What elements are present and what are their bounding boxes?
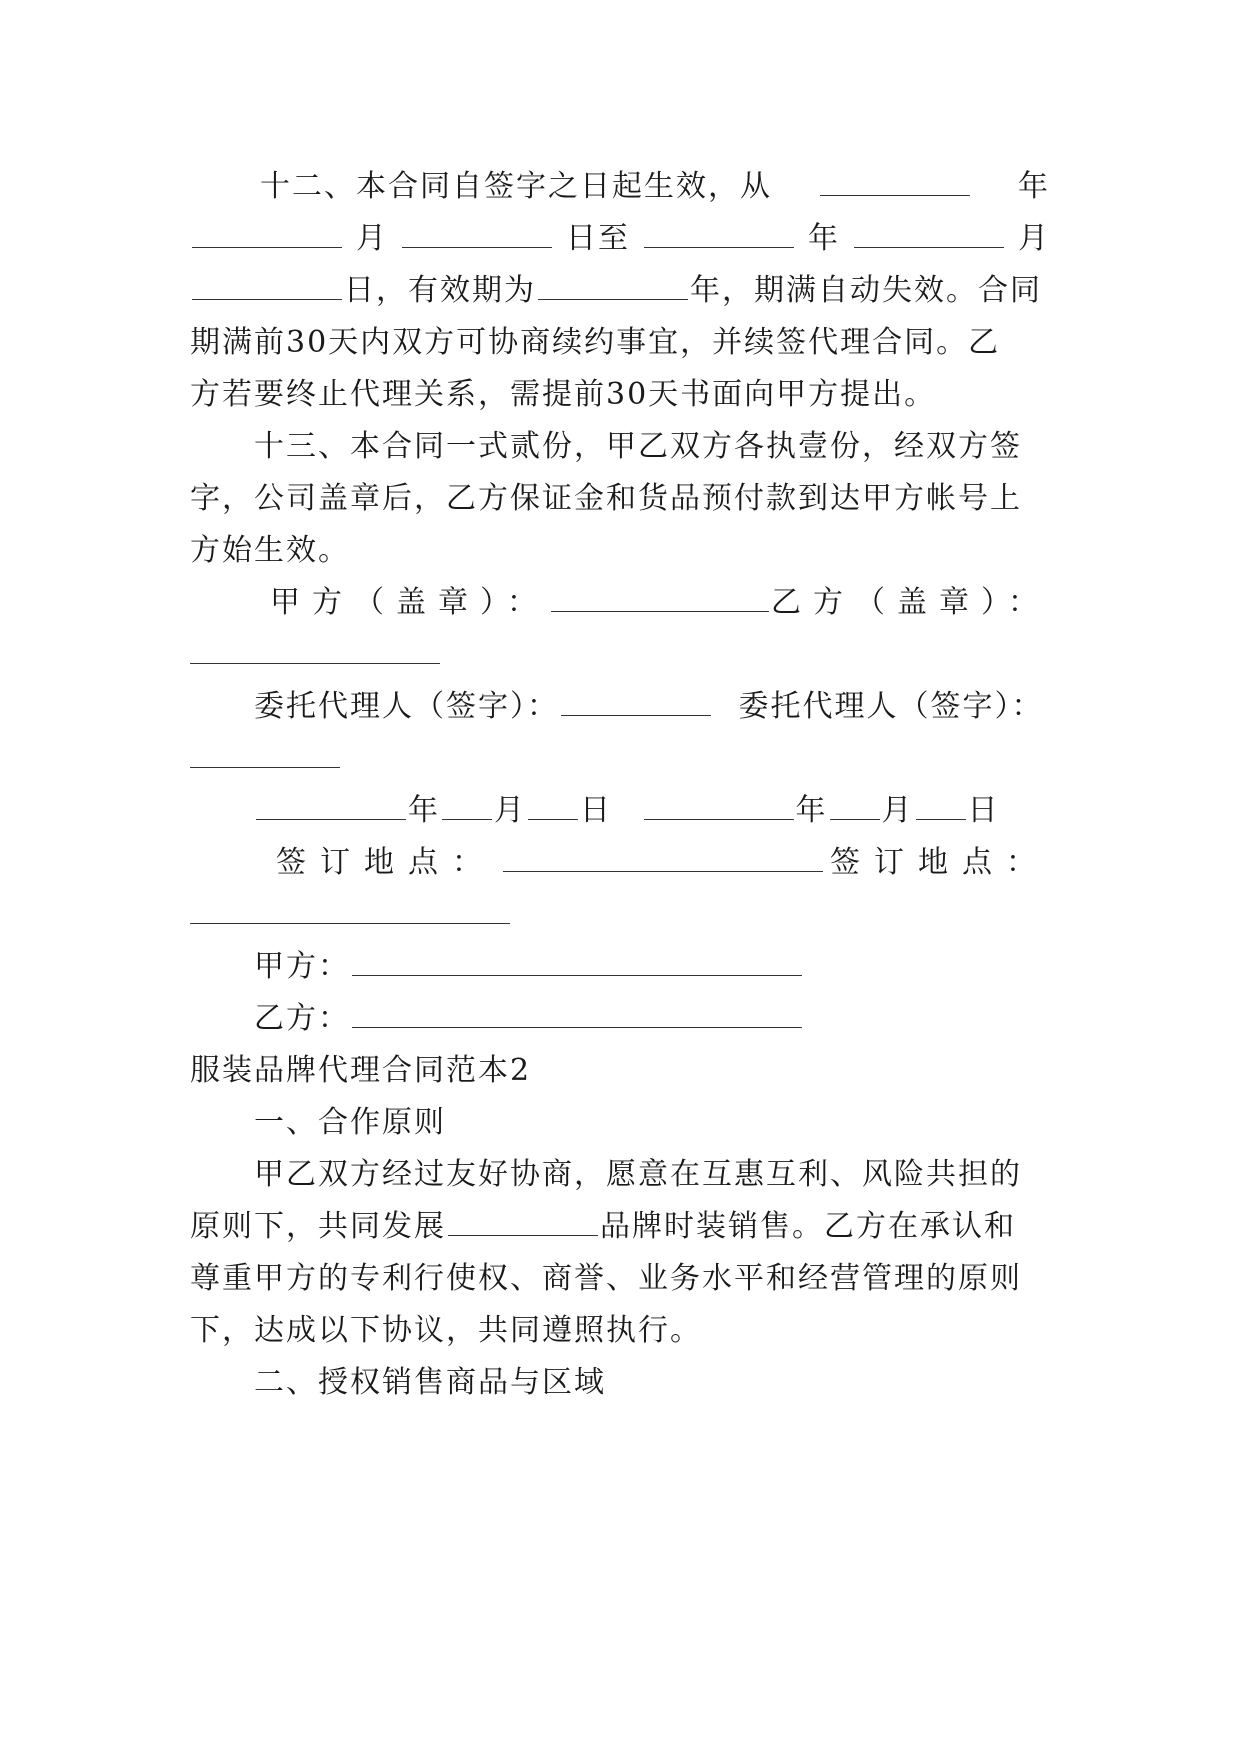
section-title: 服装品牌代理合同范本2 (190, 1053, 532, 1088)
blank-field[interactable] (192, 246, 342, 248)
place-line (190, 834, 1050, 892)
clause12-line1 (190, 158, 1050, 216)
agent-line (190, 678, 1050, 736)
place-a-field[interactable] (503, 870, 823, 872)
blank-field[interactable] (538, 298, 688, 300)
clause13-line3: 方始生效。 (190, 533, 350, 568)
blank-field[interactable] (854, 246, 1004, 248)
place-b-field[interactable] (190, 922, 510, 924)
place-a-label: 签订地点： (276, 845, 496, 880)
year-label: 年 (795, 793, 828, 828)
agent-b-label: 委托代理人（签字）： (738, 689, 1044, 724)
party-a-seal-field[interactable] (551, 610, 769, 612)
agent-a-label: 委托代理人（签字）： (254, 689, 559, 724)
seal-line-cont (190, 626, 1050, 684)
clause12-line2 (190, 210, 1050, 268)
blank-field[interactable] (644, 246, 794, 248)
party-b-field[interactable] (352, 1026, 802, 1028)
blank-field[interactable] (402, 246, 552, 248)
heading-authorized-goods-region: 二、授权销售商品与区域 (254, 1365, 606, 1400)
clause13-line1: 十三、本合同一式贰份，甲乙双方各执壹份，经双方签 (254, 429, 1022, 464)
seal-line (190, 574, 1050, 632)
party-b-label: 乙方： (254, 1001, 350, 1036)
party-b-seal-label: 乙方（盖章）： (771, 585, 1050, 620)
place-b-label: 签订地点： (830, 845, 1050, 880)
party-a-field[interactable] (352, 974, 802, 976)
clause13-line2: 字，公司盖章后，乙方保证金和货品预付款到达甲方帐号上 (190, 481, 1022, 516)
party-a-line (190, 938, 1050, 996)
blank-field[interactable] (820, 194, 970, 196)
month-label: 月 (881, 793, 914, 828)
day-field-b[interactable] (916, 818, 966, 820)
day-field-a[interactable] (528, 818, 578, 820)
year-field-b[interactable] (644, 818, 794, 820)
clause12-line4: 期满前30天内双方可协商续约事宜，并续签代理合同。乙 (190, 325, 1001, 360)
paragraph-text: 品牌时装销售。乙方在承认和 (600, 1209, 1016, 1244)
clause12-line5: 方若要终止代理关系，需提前30天书面向甲方提出。 (190, 377, 937, 412)
paragraph-line2 (190, 1198, 1050, 1256)
place-line-cont (190, 886, 1050, 944)
clause12-text: 日，有效期为 (344, 273, 536, 308)
party-b-seal-field[interactable] (190, 662, 440, 664)
party-b-line (190, 990, 1050, 1048)
paragraph-text: 原则下，共同发展 (190, 1209, 446, 1244)
day-label: 日 (967, 793, 1000, 828)
brand-field[interactable] (448, 1234, 598, 1236)
agent-a-field[interactable] (561, 714, 711, 716)
clause12-text: 年 (808, 221, 840, 256)
paragraph-line4: 下，达成以下协议，共同遵照执行。 (190, 1313, 702, 1348)
month-label: 月 (494, 793, 526, 828)
month-field-b[interactable] (830, 818, 880, 820)
blank-field[interactable] (192, 298, 342, 300)
heading-cooperation-principle: 一、合作原则 (254, 1105, 446, 1140)
agent-line-cont (190, 730, 1050, 788)
clause12-line3 (190, 262, 1050, 320)
clause12-text: 年 (1018, 169, 1050, 204)
party-a-seal-label: 甲方（盖章）： (270, 585, 549, 620)
clause12-text: 年，期满自动失效。合同 (690, 273, 1042, 308)
clause12-text: 月 (1018, 221, 1050, 256)
clause12-text: 月 (356, 221, 388, 256)
paragraph-line3: 尊重甲方的专利行使权、商誉、业务水平和经营管理的原则 (190, 1261, 1022, 1296)
day-label: 日 (580, 793, 612, 828)
month-field-a[interactable] (442, 818, 492, 820)
paragraph-line1: 甲乙双方经过友好协商，愿意在互惠互利、风险共担的 (254, 1157, 1022, 1192)
agent-b-field[interactable] (190, 766, 340, 768)
clause12-text: 十二、本合同自签字之日起生效，从 (260, 169, 772, 204)
clause12-text: 日至 (566, 221, 630, 256)
party-a-label: 甲方： (254, 949, 350, 984)
year-field-a[interactable] (256, 818, 406, 820)
date-line (190, 782, 1050, 840)
year-label: 年 (408, 793, 440, 828)
